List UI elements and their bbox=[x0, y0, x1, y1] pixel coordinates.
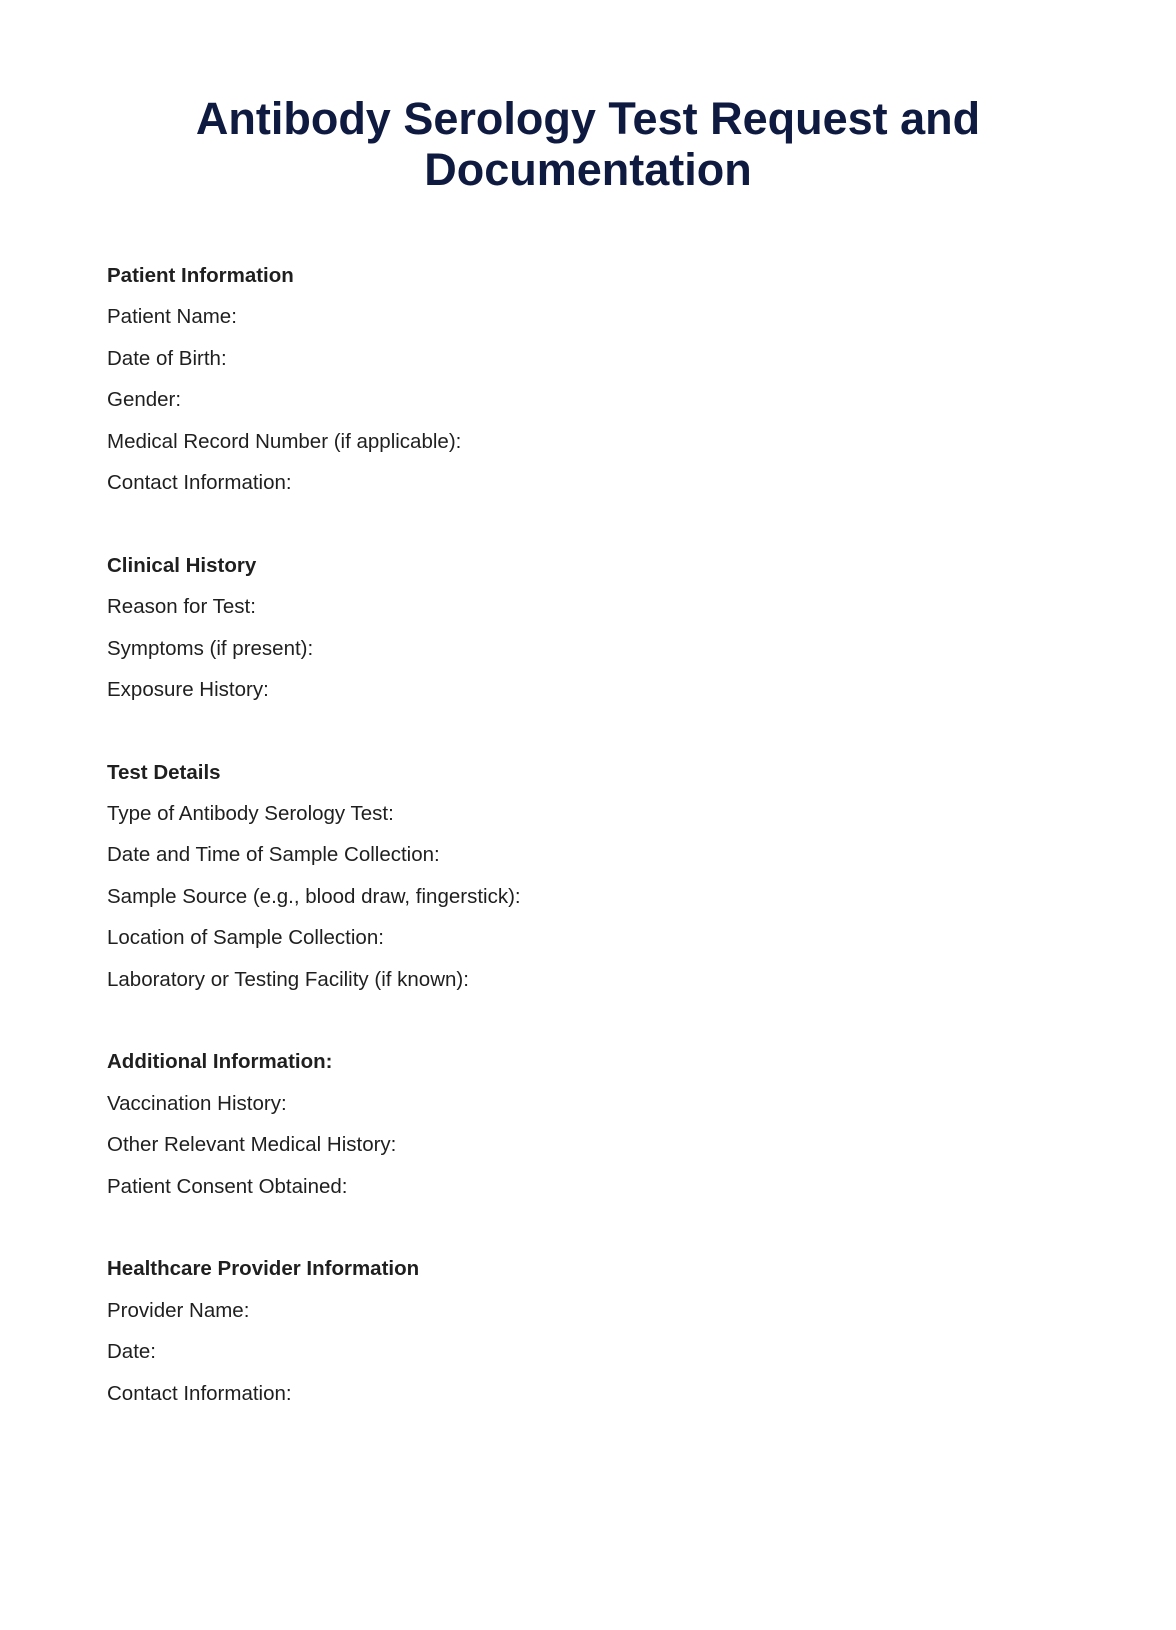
section-heading: Additional Information: bbox=[107, 1050, 333, 1074]
field-label-vaccination-history: Vaccination History: bbox=[107, 1091, 287, 1115]
field-label-date-of-birth: Date of Birth: bbox=[107, 346, 227, 370]
field-label-type-of-antibody-serology-test: Type of Antibody Serology Test: bbox=[107, 802, 394, 826]
section-test-details bbox=[107, 752, 1067, 1000]
section-heading: Test Details bbox=[107, 760, 221, 784]
field-label-other-relevant-medical-history: Other Relevant Medical History: bbox=[107, 1133, 397, 1157]
document-title bbox=[0, 93, 1176, 195]
field-label-contact-information: Contact Information: bbox=[107, 470, 292, 494]
field-label-reason-for-test: Reason for Test: bbox=[107, 595, 256, 619]
field-label-laboratory-or-testing-facility-if-known: Laboratory or Testing Facility (if known): bbox=[107, 967, 469, 991]
section-additional-information bbox=[107, 1041, 1067, 1207]
field-label-provider-name: Provider Name: bbox=[107, 1298, 250, 1322]
section-heading: Healthcare Provider Information bbox=[107, 1257, 420, 1281]
section-clinical-history bbox=[107, 545, 1067, 711]
section-heading: Clinical History bbox=[107, 553, 257, 577]
field-label-patient-name: Patient Name: bbox=[107, 305, 237, 329]
field-label-exposure-history: Exposure History: bbox=[107, 677, 269, 701]
section-patient-information bbox=[107, 255, 1067, 503]
field-label-date-and-time-of-sample-collection: Date and Time of Sample Collection: bbox=[107, 843, 440, 867]
field-label-location-of-sample-collection: Location of Sample Collection: bbox=[107, 926, 384, 950]
field-label-symptoms-if-present: Symptoms (if present): bbox=[107, 636, 314, 660]
title-line-2: Documentation bbox=[424, 144, 752, 195]
field-label-gender: Gender: bbox=[107, 388, 182, 412]
field-label-date: Date: bbox=[107, 1340, 156, 1364]
title-line-1: Antibody Serology Test Request and bbox=[195, 93, 981, 144]
form-content bbox=[107, 255, 1067, 1414]
section-healthcare-provider-information bbox=[107, 1248, 1067, 1414]
field-label-patient-consent-obtained: Patient Consent Obtained: bbox=[107, 1174, 348, 1198]
field-label-sample-source-e-g-blood-draw-fingerstick: Sample Source (e.g., blood draw, fingerstick): bbox=[107, 884, 521, 908]
field-label-medical-record-number-if-applicable: Medical Record Number (if applicable): bbox=[107, 429, 462, 453]
field-label-contact-information: Contact Information: bbox=[107, 1381, 292, 1405]
section-heading: Patient Information bbox=[107, 264, 294, 287]
